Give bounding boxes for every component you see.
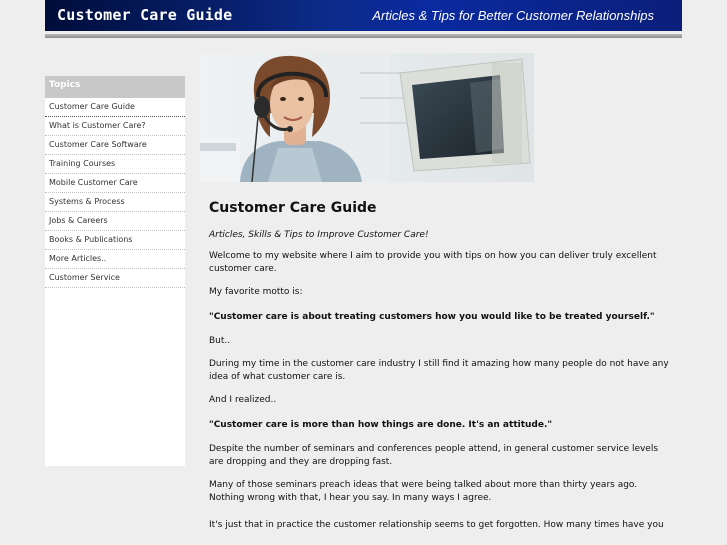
paragraph-realized: And I realized.. xyxy=(209,395,277,405)
paragraph-motto-intro: My favorite motto is: xyxy=(209,287,303,297)
motto-quote: "Customer care is about treating customers how you would like to be treated yourself." xyxy=(209,312,655,322)
hero-image xyxy=(200,53,534,182)
sidebar-item-systems-process[interactable]: Systems & Process xyxy=(45,193,185,212)
paragraph-experience: During my time in the customer care industry I still find it amazing how many people do not have any idea of what customer care is. xyxy=(209,359,669,382)
paragraph-welcome: Welcome to my website where I aim to provide you with tips on how you can deliver truly excellent customer care. xyxy=(209,251,657,274)
sidebar-heading: Topics xyxy=(45,76,185,98)
sidebar-item-customer-care-software[interactable]: Customer Care Software xyxy=(45,136,185,155)
paragraph-ideas: Many of those seminars preach ideas that were being talked about more than thirty years ago. Nothing wrong with that, I hear you say. In many ways I agree. xyxy=(209,480,638,503)
paragraph-relationship: It's just that in practice the customer relationship seems to get forgotten. How many times have you xyxy=(209,520,664,530)
sidebar-item-customer-care-guide[interactable]: Customer Care Guide xyxy=(45,98,185,117)
sidebar-item-mobile-customer-care[interactable]: Mobile Customer Care xyxy=(45,174,185,193)
agent-with-headset-photo xyxy=(200,53,534,182)
site-tagline: Articles & Tips for Better Customer Relationships xyxy=(372,8,654,23)
sidebar-blank-area xyxy=(45,288,185,466)
paragraph-seminars: Despite the number of seminars and conferences people attend, in general customer service levels are dropping and they are dropping fast. xyxy=(209,444,659,467)
main-content xyxy=(209,202,669,542)
sidebar-item-training-courses[interactable]: Training Courses xyxy=(45,155,185,174)
sidebar-item-more-articles[interactable]: More Articles.. xyxy=(45,250,185,269)
sidebar-item-books-publications[interactable]: Books & Publications xyxy=(45,231,185,250)
site-title[interactable]: Customer Care Guide xyxy=(57,6,233,24)
sidebar-item-customer-service[interactable]: Customer Service xyxy=(45,269,185,288)
banner-divider xyxy=(45,34,682,38)
paragraph-but: But.. xyxy=(209,336,231,346)
site-banner xyxy=(45,0,682,31)
page-title: Customer Care Guide xyxy=(209,200,377,216)
sidebar-item-jobs-careers[interactable]: Jobs & Careers xyxy=(45,212,185,231)
sidebar-list xyxy=(45,98,185,466)
attitude-quote: "Customer care is more than how things are done. It's an attitude." xyxy=(209,420,553,430)
sidebar-nav xyxy=(45,76,185,466)
page-subtitle: Articles, Skills & Tips to Improve Customer Care! xyxy=(209,230,429,240)
sidebar-item-what-is-customer-care[interactable]: What is Customer Care? xyxy=(45,117,185,136)
